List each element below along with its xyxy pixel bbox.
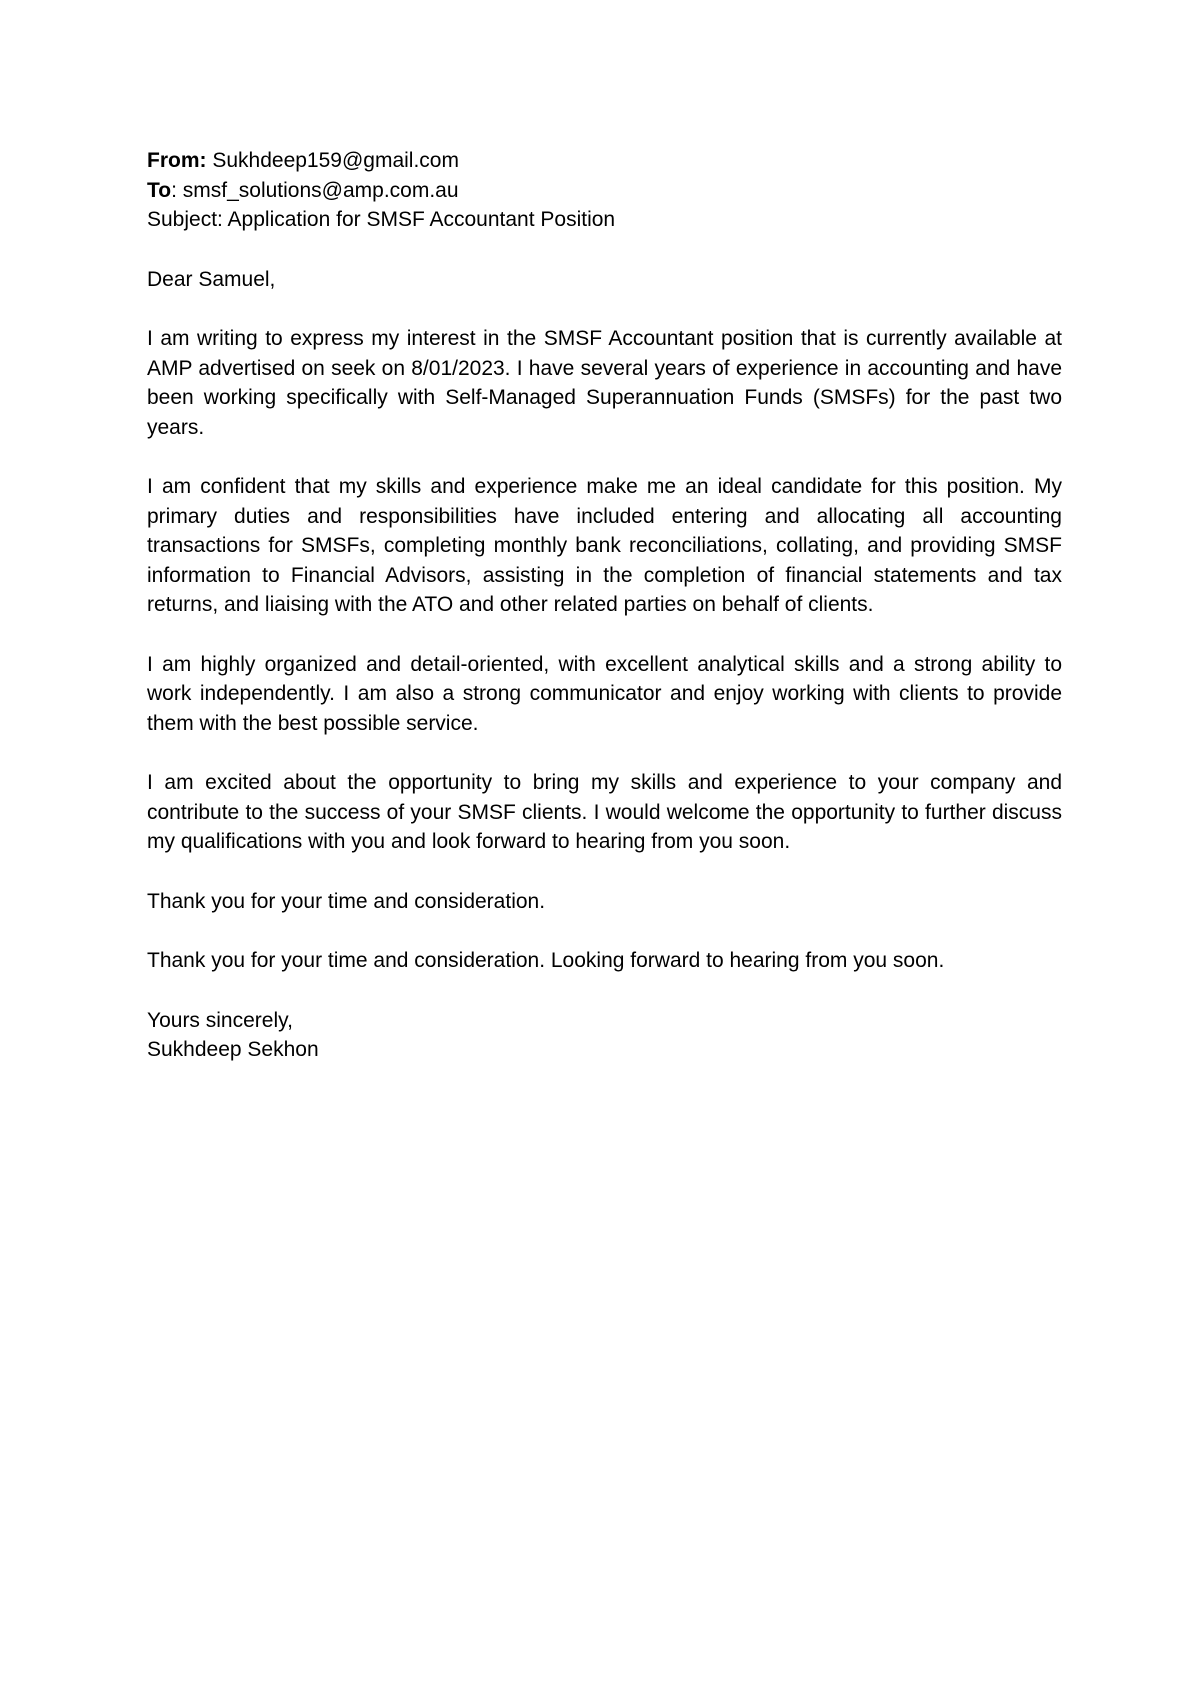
body-paragraph-3: I am highly organized and detail-oriented, with excellent analytical skills and a strong ability to work independently. I am also a strong communicator and enjoy working with clients to provide them with the best possible service. xyxy=(147,652,1062,735)
subject-line: Subject: Application for SMSF Accountant Position xyxy=(147,208,616,231)
sign-off: Yours sincerely, xyxy=(147,1008,293,1032)
body-paragraph-2: I am confident that my skills and experience make me an ideal candidate for this position. My primary duties and responsibilities have included entering and allocating all accounting transactions for SMSFs, completing monthly bank reconciliations, collating, and providing SMSF information to Financial Advisors, assisting in the completion of financial statements and tax returns, and liaising with the ATO and other related parties on behalf of clients. xyxy=(147,475,1062,616)
email-header xyxy=(147,146,1062,235)
from-label: From: xyxy=(147,149,207,172)
salutation: Dear Samuel, xyxy=(147,267,276,291)
from-address: Sukhdeep159@gmail.com xyxy=(212,149,459,172)
to-label: To xyxy=(147,178,172,202)
to-address: : smsf_solutions@amp.com.au xyxy=(171,178,459,202)
body-paragraph-4: I am excited about the opportunity to bring my skills and experience to your company and contribute to the success of your SMSF clients. I would welcome the opportunity to further discuss my qualifications with you and look forward to hearing from you soon. xyxy=(147,771,1062,853)
body-paragraph-1: I am writing to express my interest in the SMSF Accountant position that is currently available at AMP advertised on seek on 8/01/2023. I have several years of experience in accounting and have been working specifically with Self-Managed Superannuation Funds (SMSFs) for the past two years. xyxy=(147,327,1062,439)
from-line xyxy=(147,146,1062,176)
closing-block xyxy=(147,1006,1062,1065)
letter-page xyxy=(147,146,1062,1065)
signer-name: Sukhdeep Sekhon xyxy=(147,1038,319,1061)
to-line xyxy=(147,176,1062,206)
body-paragraph-6: Thank you for your time and consideration. Looking forward to hearing from you soon. xyxy=(147,949,945,972)
body-paragraph-5: Thank you for your time and consideration. xyxy=(147,889,546,913)
